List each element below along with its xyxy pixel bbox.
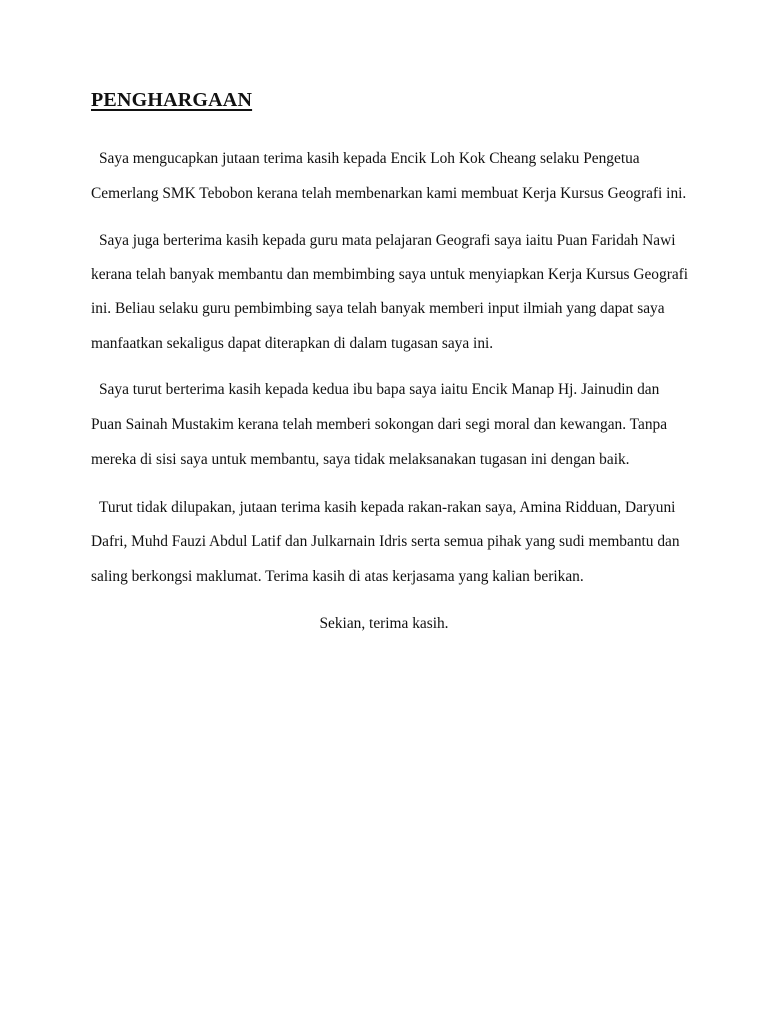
paragraph-line: mereka di sisi saya untuk membantu, saya tidak melaksanakan tugasan ini dengan baik. xyxy=(91,451,630,468)
paragraph-line: Saya turut berterima kasih kepada kedua ibu bapa saya iaitu Encik Manap Hj. Jainudin dan xyxy=(99,381,660,398)
page-title: PENGHARGAAN xyxy=(91,89,253,111)
paragraph-line: Cemerlang SMK Tebobon kerana telah membenarkan kami membuat Kerja Kursus Geografi ini. xyxy=(91,185,687,202)
paragraph-line: Saya mengucapkan jutaan terima kasih kepada Encik Loh Kok Cheang selaku Pengetua xyxy=(99,150,640,167)
paragraph-line: Saya juga berterima kasih kepada guru mata pelajaran Geografi saya iaitu Puan Faridah Nawi xyxy=(99,232,676,249)
paragraph-line: manfaatkan sekaligus dapat diterapkan di dalam tugasan saya ini. xyxy=(91,335,494,352)
paragraph-line: ini. Beliau selaku guru pembimbing saya telah banyak memberi input ilmiah yang dapat saya xyxy=(91,300,665,317)
paragraph-line: saling berkongsi maklumat. Terima kasih di atas kerjasama yang kalian berikan. xyxy=(91,568,584,585)
paragraph-line: Puan Sainah Mustakim kerana telah memberi sokongan dari segi moral dan kewangan. Tanpa xyxy=(91,416,668,433)
paragraph-line: kerana telah banyak membantu dan membimbing saya untuk menyiapkan Kerja Kursus Geografi xyxy=(91,266,689,283)
closing-text: Sekian, terima kasih. xyxy=(319,615,449,632)
paragraph-line: Turut tidak dilupakan, jutaan terima kasih kepada rakan-rakan saya, Amina Ridduan, Daryuni xyxy=(99,499,676,516)
paragraph-line: Dafri, Muhd Fauzi Abdul Latif dan Julkarnain Idris serta semua pihak yang sudi membantu dan xyxy=(91,533,680,550)
